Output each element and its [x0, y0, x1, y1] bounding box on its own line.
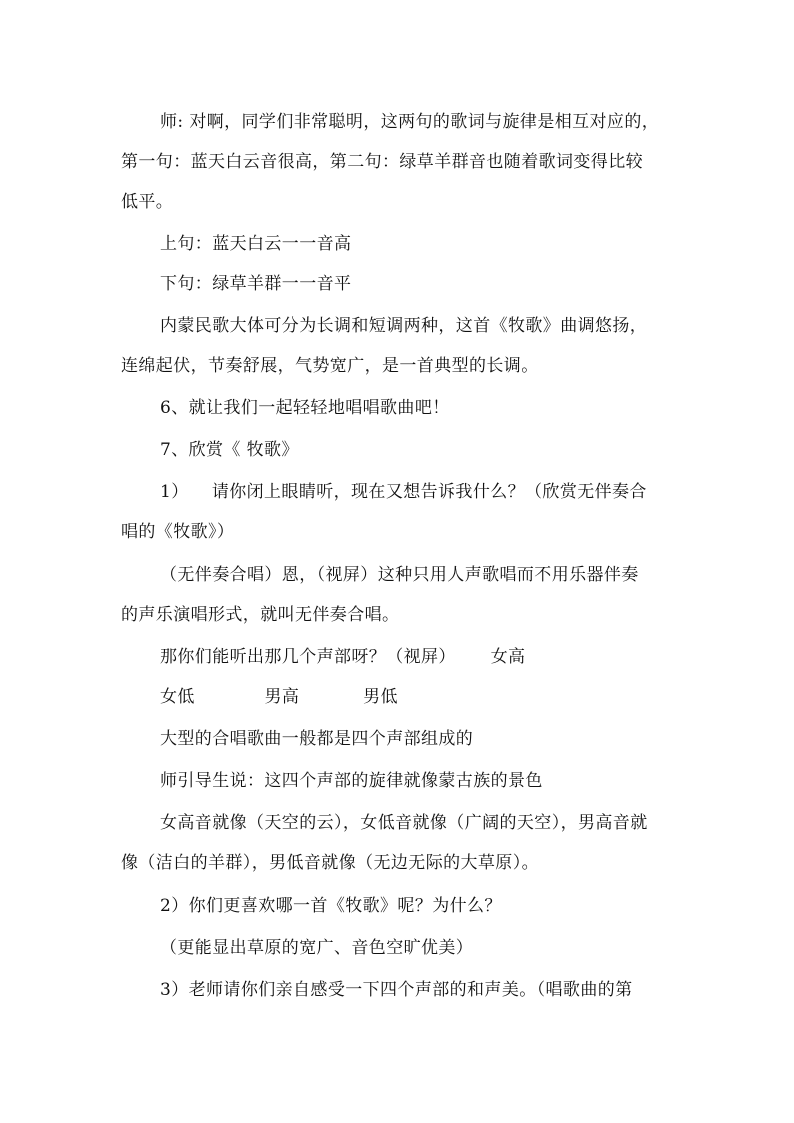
text-line-20: 2）你们更喜欢哪一首《牧歌》呢？为什么？	[160, 896, 502, 916]
text-line-21: （更能显出草原的宽广、音色空旷优美）	[160, 938, 474, 958]
text-line-11: 唱的《牧歌》）	[121, 522, 235, 542]
text-line-18: 女高音就像（天空的云），女低音就像（广阔的天空），男高音就	[160, 813, 648, 833]
text-line-13: 的声乐演唱形式，就叫无伴奏合唱。	[121, 605, 400, 625]
text-line-16: 大型的合唱歌曲一般都是四个声部组成的	[160, 729, 474, 749]
text-line-2: 第一句：蓝天白云音很高，第二句：绿草羊群音也随着歌词变得比较	[121, 152, 643, 172]
text-line-17: 师引导生说：这四个声部的旋律就像蒙古族的景色	[160, 771, 543, 791]
text-line-14: 那你们能听出那几个声部呀？（视屏） 女高	[160, 647, 526, 667]
text-line-1: 师: 对啊，同学们非常聪明，这两句的歌词与旋律是相互对应的，	[160, 112, 660, 132]
text-line-19: 像（洁白的羊群），男低音就像（无边无际的大草原）。	[121, 853, 539, 873]
text-line-4: 上句：蓝天白云一一音高	[160, 234, 352, 254]
text-line-6: 内蒙民歌大体可分为长调和短调两种，这首《牧歌》曲调悠扬，	[160, 316, 648, 336]
text-line-15: 女低 男高 男低	[160, 687, 398, 707]
text-line-5: 下句：绿草羊群一一音平	[160, 274, 352, 294]
text-line-10: 1） 请你闭上眼睛听，现在又想告诉我什么？（欣赏无伴奏合	[160, 482, 647, 502]
text-line-9: 7、欣赏《 牧歌》	[160, 440, 299, 460]
text-line-7: 连绵起伏，节奏舒展，气势宽广，是一首典型的长调。	[121, 356, 539, 376]
text-line-12: （无伴奏合唱）恩，（视屏）这种只用人声歌唱而不用乐器伴奏	[160, 565, 639, 585]
text-line-3: 低平。	[121, 192, 174, 212]
text-line-22: 3）老师请你们亲自感受一下四个声部的和声美。（唱歌曲的第	[160, 980, 633, 1000]
text-line-8: 6、就让我们一起轻轻地唱唱歌曲吧！	[160, 398, 450, 418]
